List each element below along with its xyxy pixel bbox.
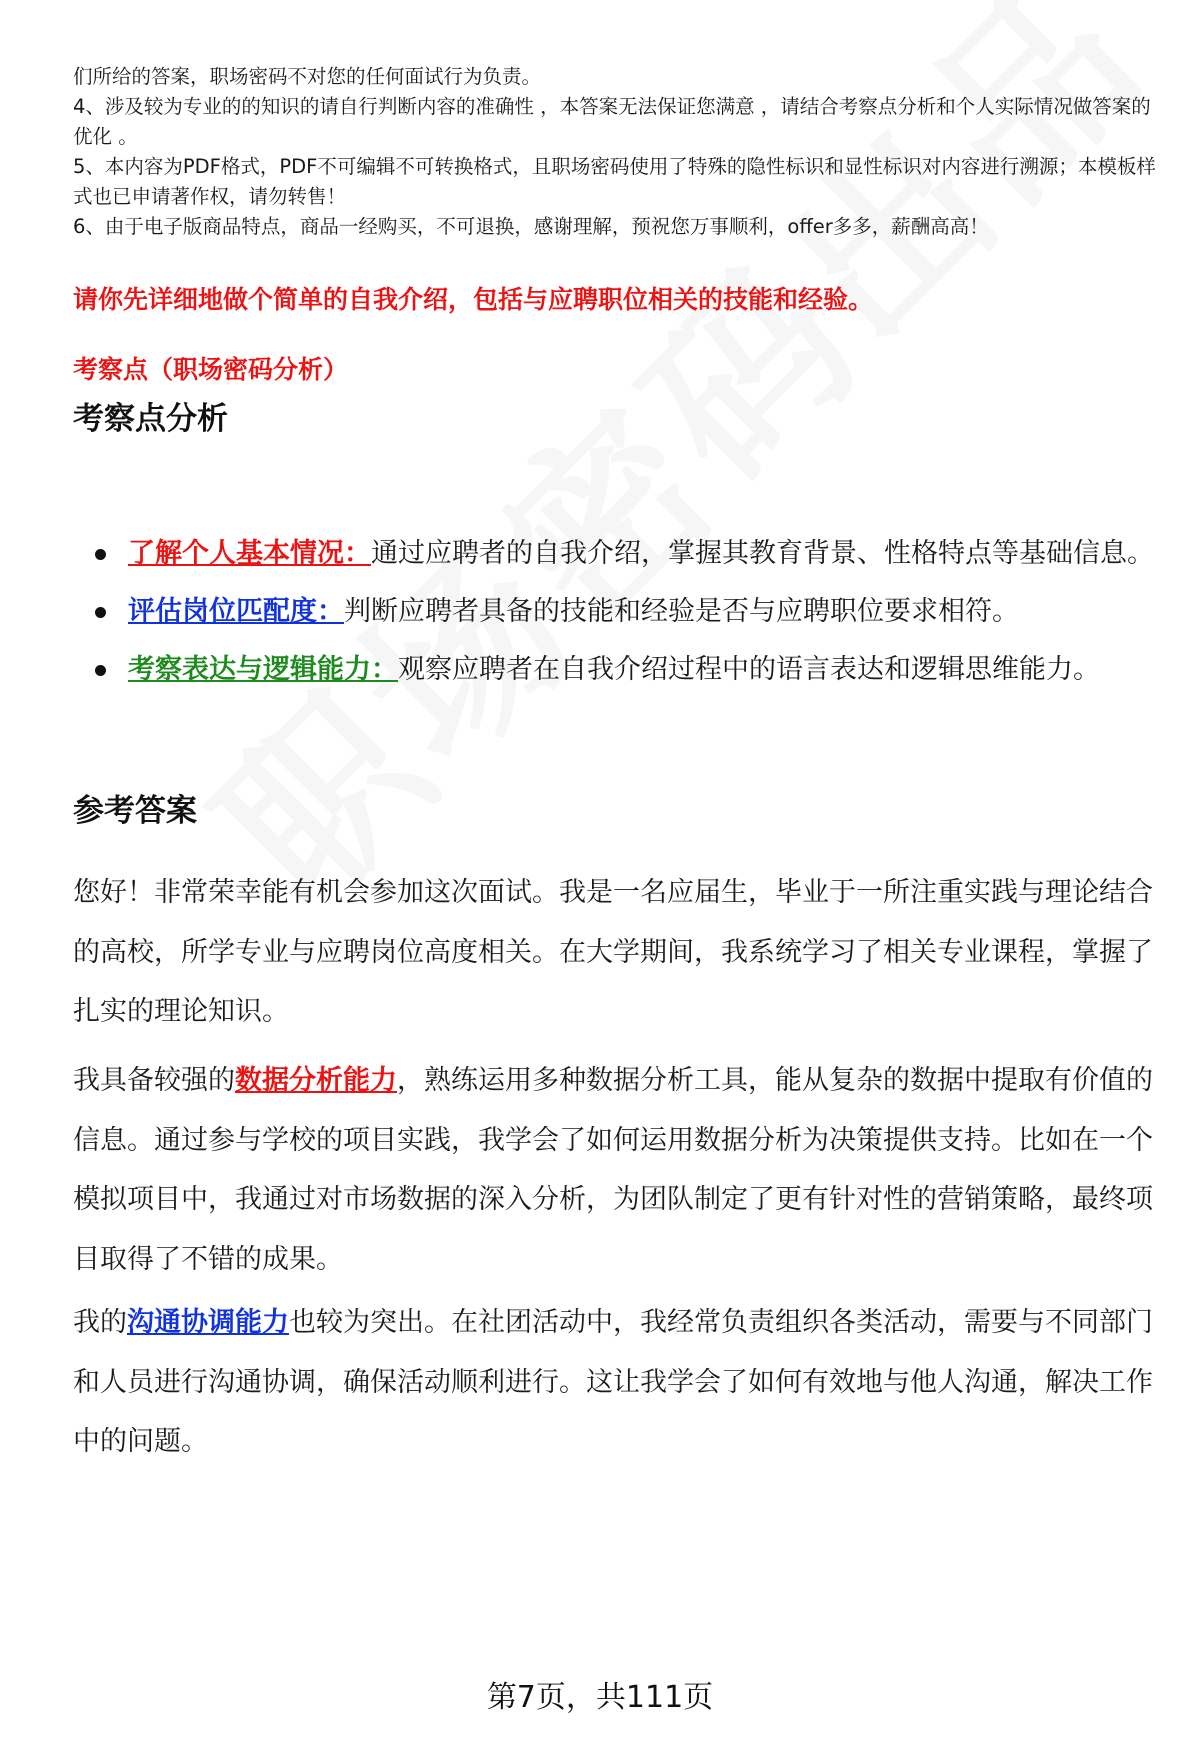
analysis-item-text: 通过应聘者的自我介绍，掌握其教育背景、性格特点等基础信息。 [371, 538, 1154, 569]
answer-heading: 参考答案 [73, 793, 197, 829]
bullet-dot-icon [95, 665, 106, 676]
analysis-heading: 考察点分析 [73, 401, 228, 437]
notice-notes [73, 62, 1163, 242]
bullet-dot-icon [95, 549, 106, 560]
analysis-item-text: 观察应聘者在自我介绍过程中的语言表达和逻辑思维能力。 [398, 654, 1100, 685]
analysis-item-keyword: 了解个人基本情况： [128, 538, 371, 569]
analysis-tag: 考察点（职场密码分析） [73, 355, 349, 384]
paragraph-text: 我的 [73, 1307, 127, 1338]
note-line: 们所给的答案，职场密码不对您的任何面试行为负责。 [73, 65, 542, 88]
highlight-keyword: 数据分析能力 [235, 1065, 397, 1096]
analysis-item [73, 641, 1163, 699]
analysis-item-keyword: 评估岗位匹配度： [128, 596, 344, 627]
highlight-keyword: 沟通协调能力 [127, 1307, 289, 1338]
paragraph-text: 也较为突出。在社团活动中，我经常负责组织各类活动，需要与不同部门和人员进行沟通协调，确保活动顺利进行。这让我学会了如何有效地与他人沟通，解决工作中的问题。 [73, 1307, 1153, 1457]
page-number: 第7页，共111页 [486, 1680, 714, 1715]
answer-paragraph [73, 1051, 1163, 1289]
note-line: 5、本内容为PDF格式，PDF不可编辑不可转换格式，且职场密码使用了特殊的隐性标识和显性标识对内容进行溯源；本模板样式也已申请著作权，请勿转售！ [73, 155, 1156, 208]
note-line: 4、涉及较为专业的的知识的请自行判断内容的准确性 ，本答案无法保证您满意 ，请结合考察点分析和个人实际情况做答案的优化 。 [73, 95, 1151, 148]
answer-paragraph [73, 1293, 1163, 1472]
paragraph-text: 我具备较强的 [73, 1065, 235, 1096]
analysis-item-text: 判断应聘者具备的技能和经验是否与应聘职位要求相符。 [344, 596, 1019, 627]
analysis-item-keyword: 考察表达与逻辑能力： [128, 654, 398, 685]
analysis-list [73, 525, 1163, 699]
analysis-item [73, 583, 1163, 641]
analysis-item [73, 525, 1163, 583]
bullet-dot-icon [95, 607, 106, 618]
interview-question: 请你先详细地做个简单的自我介绍，包括与应聘职位相关的技能和经验。 [73, 285, 874, 314]
answer-paragraph: 您好！非常荣幸能有机会参加这次面试。我是一名应届生，毕业于一所注重实践与理论结合的高校，所学专业与应聘岗位高度相关。在大学期间，我系统学习了相关专业课程，掌握了扎实的理论知识。 [73, 877, 1153, 1027]
paragraph-text: ，熟练运用多种数据分析工具，能从复杂的数据中提取有价值的信息。通过参与学校的项目实践，我学会了如何运用数据分析为决策提供支持。比如在一个模拟项目中，我通过对市场数据的深入分析，为团队制定了更有针对性的营销策略，最终项目取得了不错的成果。 [73, 1065, 1153, 1275]
note-line: 6、由于电子版商品特点，商品一经购买，不可退换，感谢理解，预祝您万事顺利，offer多多，薪酬高高！ [73, 215, 989, 238]
